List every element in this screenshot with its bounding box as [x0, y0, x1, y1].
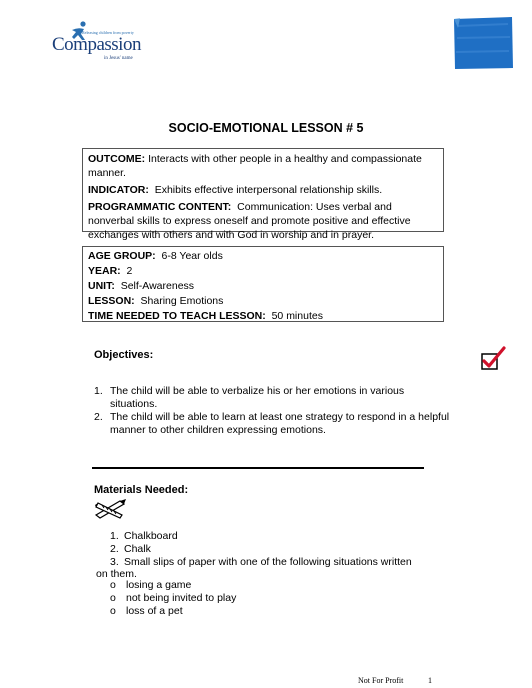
lesson-info-box	[82, 246, 444, 322]
time-line	[88, 309, 438, 323]
list-text: Chalk	[124, 542, 151, 555]
list-item	[94, 411, 454, 437]
unit-line	[88, 279, 438, 293]
year-text: 2	[126, 265, 133, 277]
list-item	[110, 556, 430, 569]
lesson-label: LESSON:	[88, 295, 135, 307]
list-item	[110, 579, 236, 592]
list-item	[110, 605, 236, 618]
list-number: 1.	[110, 530, 119, 542]
pencil-crayon-icon	[94, 497, 128, 519]
blue-paint-block	[452, 16, 514, 70]
age-label: AGE GROUP:	[88, 250, 156, 262]
list-text: losing a game	[126, 579, 192, 591]
list-text: The child will be able to verbalize his or her emotions in various situations.	[110, 385, 405, 410]
section-divider	[92, 467, 424, 469]
year-label: YEAR:	[88, 265, 121, 277]
list-text: Small slips of paper with one of the following situations written	[124, 555, 412, 568]
unit-label: UNIT:	[88, 280, 115, 292]
list-number: 3.	[110, 555, 119, 568]
logo-wordmark: Compassion	[52, 34, 141, 55]
logo-tagline: Releasing children from poverty	[82, 30, 134, 35]
list-number: 2.	[110, 542, 119, 555]
logo-subtext: in Jesus' name	[104, 56, 133, 61]
list-continuation: on them.	[96, 568, 137, 581]
page-title: SOCIO-EMOTIONAL LESSON # 5	[168, 121, 364, 135]
indicator-line	[88, 183, 438, 197]
list-text: loss of a pet	[126, 604, 183, 617]
unit-text: Self-Awareness	[120, 280, 195, 292]
content-label: PROGRAMMATIC CONTENT:	[88, 201, 232, 213]
checkbox-check-icon	[480, 346, 506, 372]
list-item	[110, 530, 430, 543]
materials-heading: Materials Needed:	[94, 484, 189, 496]
list-item	[110, 543, 430, 556]
page-number: 1	[428, 676, 432, 685]
indicator-label: INDICATOR:	[88, 184, 149, 196]
list-text: The child will be able to learn at least one strategy to respond in a helpful manner to other children expressing emotions.	[110, 411, 450, 436]
age-line	[88, 249, 438, 263]
content-text: Communication: Uses verbal and nonverbal skills to express oneself and promote positive and effective exchanges with others and with God in worship and in prayer.	[88, 201, 411, 241]
materials-list	[96, 530, 430, 581]
bullet-icon: o	[110, 591, 116, 604]
list-number: 2.	[94, 411, 103, 423]
footer-text: Not For Profit	[358, 676, 404, 685]
bullet-icon: o	[110, 604, 116, 617]
objectives-heading: Objectives:	[94, 349, 154, 361]
outcome-label: OUTCOME:	[88, 153, 146, 165]
content-line	[88, 200, 438, 242]
objectives-list	[94, 385, 454, 437]
list-text: Chalkboard	[124, 530, 178, 542]
outcome-line	[88, 152, 438, 180]
indicator-text: Exhibits effective interpersonal relationship skills.	[154, 184, 383, 196]
situations-list	[110, 579, 236, 617]
list-item	[94, 385, 454, 411]
time-label: TIME NEEDED TO TEACH LESSON:	[88, 310, 266, 322]
outcome-text: Interacts with other people in a healthy and compassionate manner.	[88, 153, 422, 179]
lesson-text: Sharing Emotions	[140, 295, 224, 307]
list-text: not being invited to play	[126, 591, 237, 604]
year-line	[88, 264, 438, 278]
bullet-icon: o	[110, 579, 116, 591]
list-item	[110, 592, 236, 605]
lesson-line	[88, 294, 438, 308]
age-text: 6-8 Year olds	[161, 250, 223, 262]
time-text: 50 minutes	[271, 310, 323, 322]
list-number: 1.	[94, 385, 103, 397]
outcome-box	[82, 148, 444, 241]
